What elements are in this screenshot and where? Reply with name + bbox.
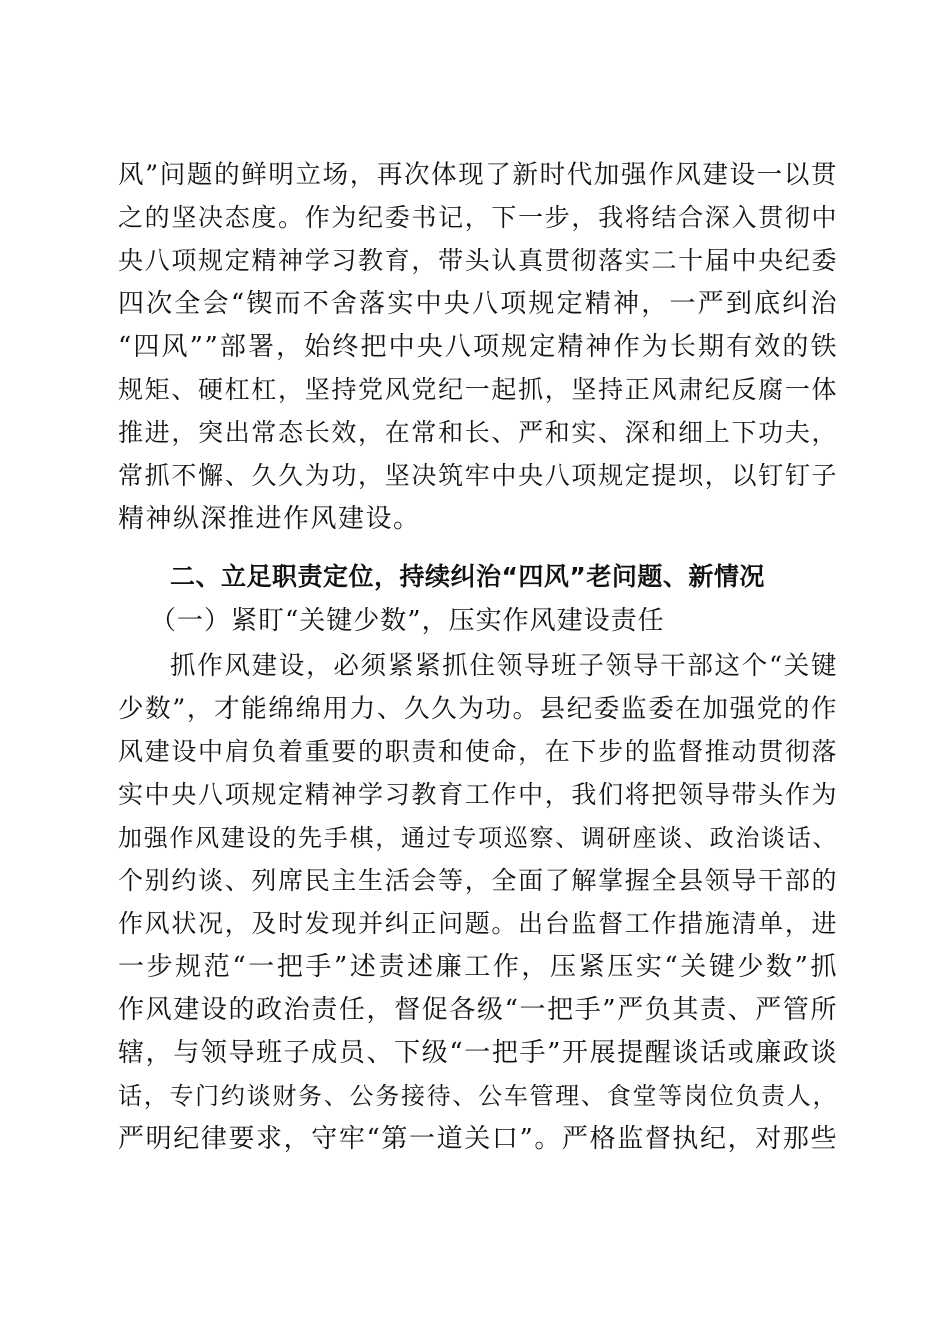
paragraph-line: 个别约谈、列席民主生活会等，全面了解掌握全县领导干部的 (118, 866, 838, 895)
paragraph-line: “四风””部署，始终把中央八项规定精神作为长期有效的铁 (118, 332, 838, 362)
paragraph-line: 推进，突出常态长效，在常和长、严和实、深和细上下功夫， (118, 418, 838, 447)
paragraph-line: 央八项规定精神学习教育，带头认真贯彻落实二十届中央纪委 (118, 246, 838, 275)
paragraph-line: 加强作风建设的先手棋，通过专项巡察、调研座谈、政治谈话、 (118, 824, 838, 852)
paragraph-line: 风”问题的鲜明立场，再次体现了新时代加强作风建设一以贯 (118, 160, 838, 190)
paragraph-line: 辖，与领导班子成员、下级“一把手”开展提醒谈话或廉政谈 (118, 1038, 838, 1068)
subsection-heading: （一）紧盯“关键少数”，压实作风建设责任 (150, 606, 665, 636)
paragraph-line: 实中央八项规定精神学习教育工作中，我们将把领导带头作为 (118, 780, 838, 809)
paragraph-line: 四次全会“锲而不舍落实中央八项规定精神，一严到底纠治 (118, 289, 838, 319)
paragraph-line: 一步规范“一把手”述责述廉工作，压紧压实“关键少数”抓 (118, 952, 838, 982)
paragraph-line: 作风状况，及时发现并纠正问题。出台监督工作措施清单，进 (118, 909, 838, 938)
paragraph-line: 风建设中肩负着重要的职责和使命，在下步的监督推动贯彻落 (118, 737, 838, 766)
paragraph-line: 严明纪律要求，守牢“第一道关口”。严格监督执纪，对那些 (118, 1124, 838, 1154)
paragraph-line: 抓作风建设，必须紧紧抓住领导班子领导干部这个“关键 (170, 651, 838, 681)
paragraph-line: 作风建设的政治责任，督促各级“一把手”严负其责、严管所 (118, 995, 838, 1025)
section-heading: 二、立足职责定位，持续纠治“四风”老问题、新情况 (170, 562, 765, 591)
paragraph-line: 精神纵深推进作风建设。 (118, 504, 421, 534)
paragraph-line: 常抓不懈、久久为功，坚决筑牢中央八项规定提坝，以钉钉子 (118, 461, 838, 490)
paragraph-line: 少数”，才能绵绵用力、久久为功。县纪委监委在加强党的作 (118, 694, 838, 724)
paragraph-line: 规矩、硬杠杠，坚持党风党纪一起抓，坚持正风肃纪反腐一体 (118, 375, 838, 404)
paragraph-line: 之的坚决态度。作为纪委书记，下一步，我将结合深入贯彻中 (118, 203, 838, 232)
paragraph-line: 话，专门约谈财务、公务接待、公车管理、食堂等岗位负责人， (118, 1082, 838, 1110)
